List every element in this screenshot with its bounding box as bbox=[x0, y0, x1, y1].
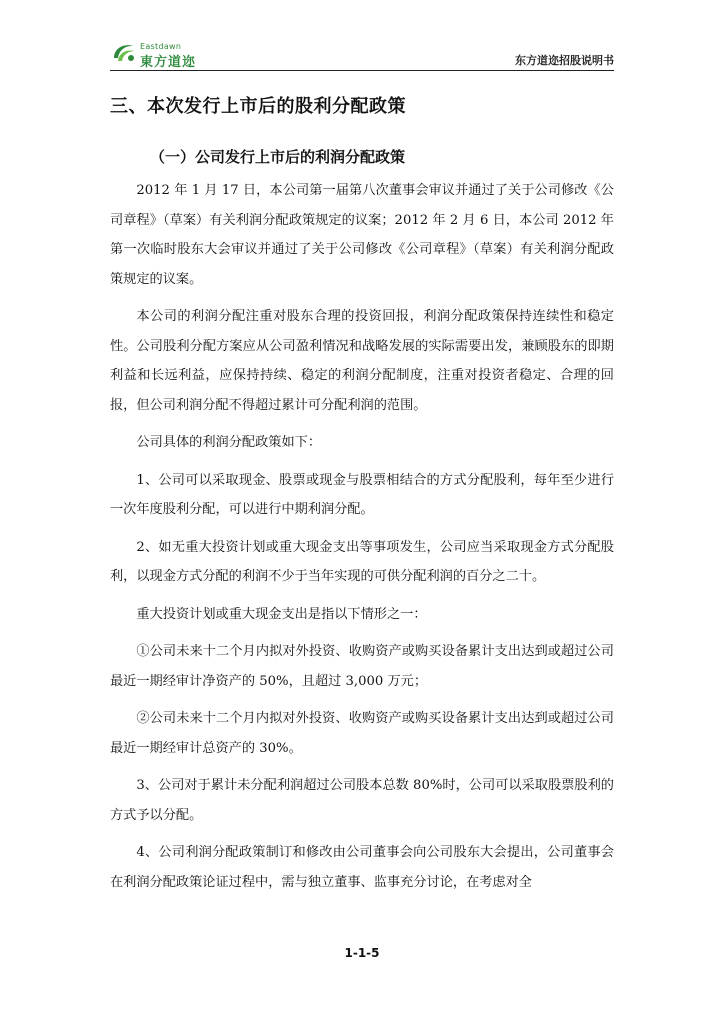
paragraph: 公司具体的利润分配政策如下： bbox=[136, 435, 322, 450]
subsection-heading: （一）公司发行上市后的利润分配政策 bbox=[150, 148, 406, 166]
page-number: 1-1-5 bbox=[344, 946, 380, 960]
logo-english-text: Eastdawn bbox=[140, 42, 182, 51]
logo-chinese-text: 東方道迩 bbox=[140, 55, 197, 70]
paragraph: 本公司的利润分配注重对股东合理的投资回报，利润分配政策保持连续性和稳定性。公司股利分配方案应从公司盈利情况和战略发展的实际需要出发，兼顾股东的即期利益和长远利益，应保持持续、稳定的利润分配制度，注重对投资者稳定、合理的回报，但公司利润分配不得超过累计可分配利润的范围。 bbox=[110, 309, 614, 413]
paragraph: ①公司未来十二个月内拟对外投资、收购资产或购买设备累计支出达到或超过公司最近一期经审计净资产的 50%，且超过 3,000 万元； bbox=[110, 644, 614, 689]
section-heading: 三、本次发行上市后的股利分配政策 bbox=[110, 96, 406, 117]
document-title: 东方道迩招股说明书 bbox=[515, 54, 614, 67]
paragraph: 1、公司可以采取现金、股票或现金与股票相结合的方式分配股利，每年至少进行一次年度股利分配，可以进行中期利润分配。 bbox=[110, 472, 614, 517]
company-logo bbox=[110, 40, 220, 68]
paragraph: 2、如无重大投资计划或重大现金支出等事项发生，公司应当采取现金方式分配股利，以现金方式分配的利润不少于当年实现的可供分配利润的百分之二十。 bbox=[110, 539, 614, 584]
paragraph: ②公司未来十二个月内拟对外投资、收购资产或购买设备累计支出达到或超过公司最近一期经审计总资产的 30%。 bbox=[110, 711, 614, 756]
paragraph: 重大投资计划或重大现金支出是指以下情形之一： bbox=[136, 606, 427, 622]
logo-swoosh-icon bbox=[110, 40, 138, 66]
body-text bbox=[110, 176, 614, 905]
paragraph: 3、公司对于累计未分配利润超过公司股本总数 80%时，公司可以采取股票股利的方式予以分配。 bbox=[110, 778, 614, 823]
paragraph: 4、公司利润分配政策制订和修改由公司董事会向公司股东大会提出，公司董事会在利润分配政策论证过程中，需与独立董事、监事充分讨论，在考虑对全 bbox=[110, 845, 614, 890]
page-header bbox=[110, 38, 614, 71]
paragraph: 2012 年 1 月 17 日，本公司第一届第八次董事会审议并通过了关于公司修改《公司章程》（草案）有关利润分配政策规定的议案；2012 年 2 月 6 日，本公司 2012 年第一次临时股东大会审议并通过了关于公司修改《公司章程》（草案）有关利润分配政策规定的议案。 bbox=[110, 183, 614, 287]
